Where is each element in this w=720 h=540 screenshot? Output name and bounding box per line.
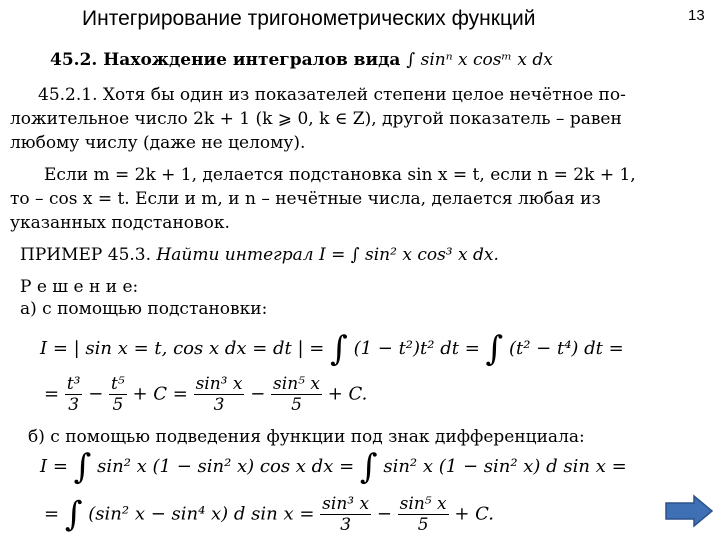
section-heading-formula: ∫ sinⁿ x cosᵐ x dx: [406, 50, 553, 70]
fraction-sin5-5: [398, 494, 449, 535]
frac-num: sin³ x: [322, 494, 370, 514]
equation-3: [40, 447, 627, 487]
section-number: 45.2.: [50, 50, 98, 70]
fraction-sin3-3: [320, 494, 371, 535]
equation-4: [44, 494, 494, 535]
eq1-mid: (1 − t²)t² dt =: [353, 338, 480, 359]
equation-1: [40, 329, 624, 369]
right-arrow-icon: [664, 494, 714, 528]
frac-num: sin⁵ x: [273, 374, 320, 394]
para2-line2: то – cos x = t. Если и m, и n – нечётные числа, делается любая из: [10, 189, 601, 209]
frac-den: 5: [291, 395, 302, 415]
para1-line3: любому числу (даже не целому).: [10, 133, 306, 153]
integral-sign: ∫: [330, 329, 348, 369]
minus-sign: −: [250, 383, 266, 405]
integral-sign: ∫: [64, 494, 83, 535]
frac-den: 5: [417, 515, 429, 535]
eq3-right: sin² x (1 − sin² x) d sin x =: [383, 456, 627, 477]
eq4-end: + C.: [454, 503, 494, 525]
section-heading-text: Нахождение интегралов вида: [103, 50, 401, 70]
eq1-left: I = | sin x = t, cos x dx = dt | =: [40, 338, 325, 359]
minus-sign: −: [376, 503, 392, 525]
frac-num: sin³ x: [195, 374, 243, 394]
para1-line2: ложительное число 2k + 1 (k ⩾ 0, k ∈ Z), другой показатель – равен: [10, 109, 622, 129]
example: [20, 242, 499, 268]
frac-num: t³: [66, 374, 81, 394]
fraction-sin3-3: [194, 374, 245, 415]
solution-label: Р е ш е н и е:: [20, 277, 139, 297]
example-label: ПРИМЕР 45.3.: [20, 245, 152, 265]
section-heading: [50, 47, 553, 73]
para1-line1: 45.2.1. Хотя бы один из показателей степени целое нечётное по-: [38, 85, 626, 105]
eq4-prefix: =: [44, 503, 60, 525]
page-number: 13: [688, 7, 705, 24]
frac-num: t⁵: [111, 374, 125, 394]
fraction-sin5-5: [271, 374, 322, 415]
frac-den: 3: [340, 515, 352, 535]
eq2-prefix: =: [44, 383, 60, 405]
solution-part-a: а) с помощью подстановки:: [20, 299, 268, 319]
frac-num: sin⁵ x: [399, 494, 447, 514]
para2-line3: указанных подстановок.: [10, 213, 230, 233]
fraction-t3-3: [65, 374, 83, 415]
next-slide-button[interactable]: [664, 494, 714, 532]
eq2-end: + C.: [327, 383, 368, 405]
minus-sign: −: [88, 383, 104, 405]
integral-sign: ∫: [485, 329, 504, 369]
slide-title: Интегрирование тригонометрических функций: [82, 7, 536, 30]
para2-line1: Если m = 2k + 1, делается подстановка sin x = t, если n = 2k + 1,: [44, 165, 636, 185]
frac-den: 3: [68, 395, 80, 415]
integral-sign: ∫: [359, 447, 378, 487]
fraction-t5-5: [109, 374, 127, 415]
eq4-mid: (sin² x − sin⁴ x) d sin x =: [88, 503, 315, 525]
eq1-right: (t² − t⁴) dt =: [508, 338, 624, 359]
example-task: Найти интеграл I = ∫ sin² x cos³ x dx.: [156, 245, 499, 265]
frac-den: 3: [213, 395, 225, 415]
equation-2: [44, 374, 367, 415]
eq3-left: I =: [40, 456, 68, 477]
solution-part-b: б) с помощью подведения функции под знак дифференциала:: [28, 427, 585, 447]
frac-den: 5: [112, 395, 124, 415]
eq3-mid: sin² x (1 − sin² x) cos x dx =: [97, 456, 355, 477]
eq2-plus-c: + C =: [132, 383, 188, 405]
integral-sign: ∫: [73, 447, 92, 487]
